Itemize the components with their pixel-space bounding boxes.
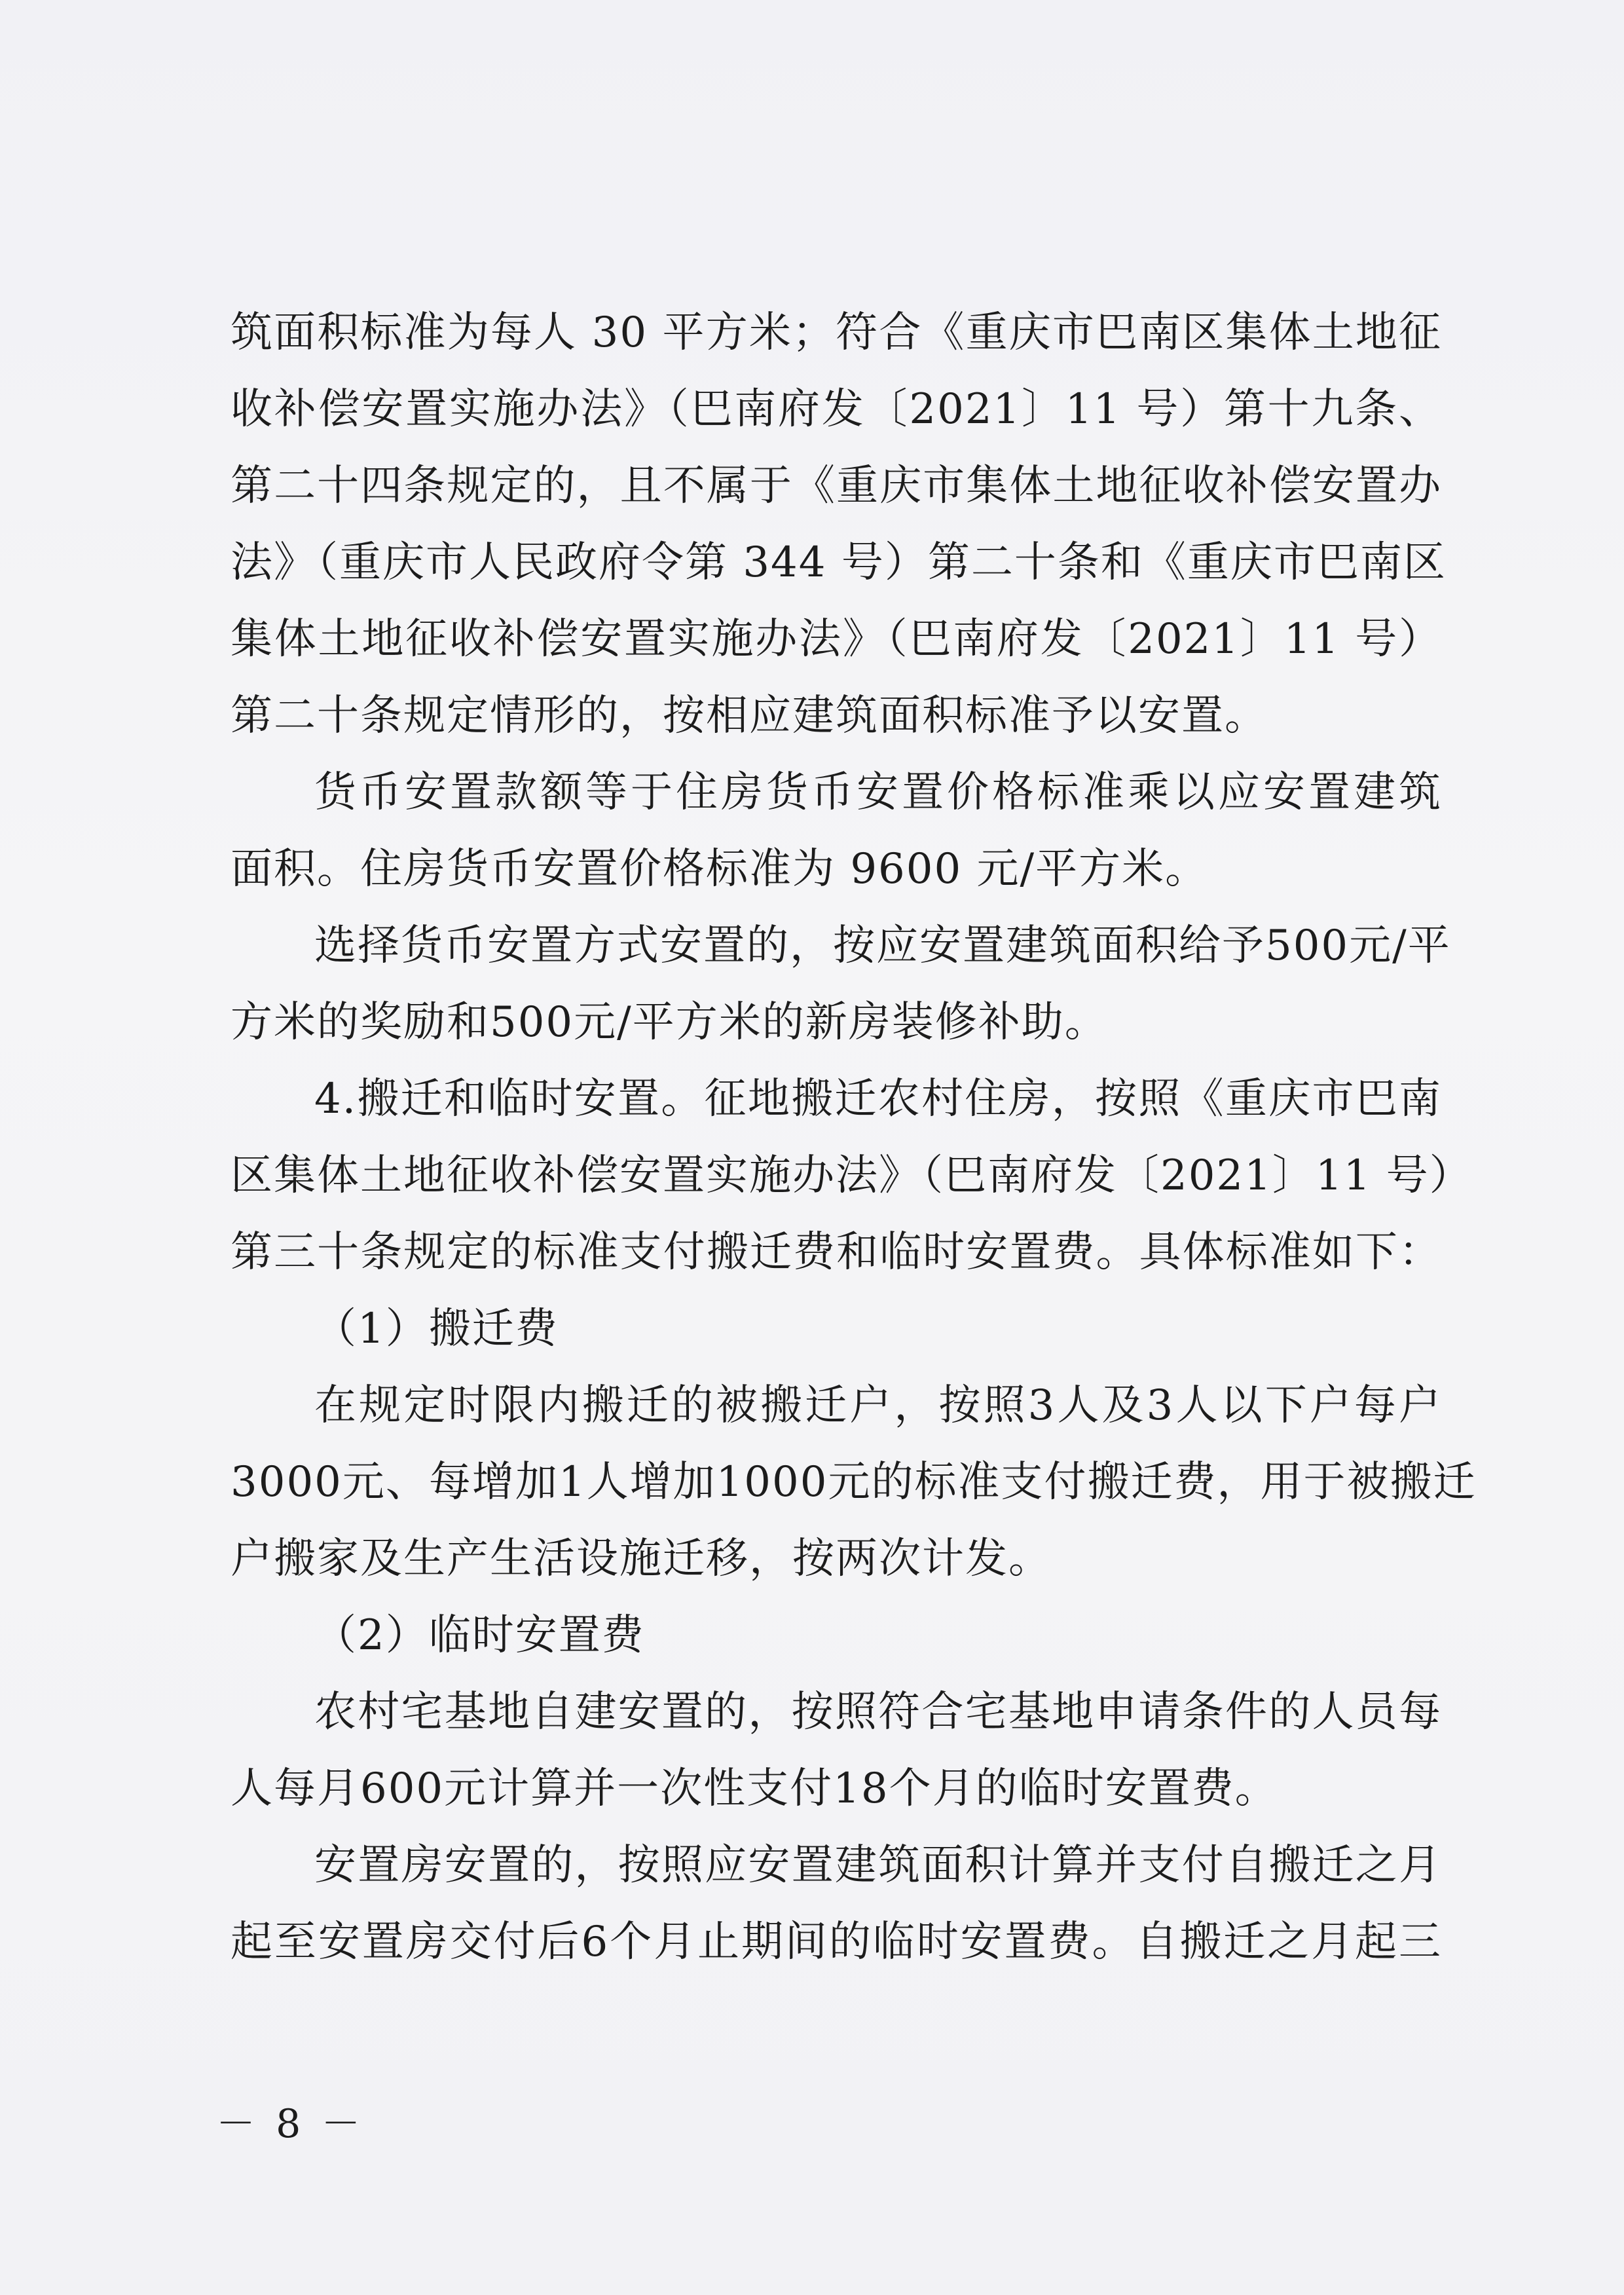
section-heading-line: 4.搬迁和临时安置。征地搬迁农村住房，按照《重庆市巴南 [314,1075,1442,1123]
text-line: 面积。住房货币安置价格标准为 9600 元/平方米。 [231,845,1209,893]
text-line: 第二十条规定情形的，按相应建筑面积标准予以安置。 [231,692,1268,740]
text-line: 3000元、每增加1人增加1000元的标准支付搬迁费，用于被搬迁 [231,1458,1477,1506]
subheading-temporary-resettlement-fee: （2）临时安置费 [314,1611,645,1660]
paragraph-first-line: 货币安置款额等于住房货币安置价格标准乘以应安置建筑 [314,768,1442,817]
text-line: 第二十四条规定的，且不属于《重庆市集体土地征收补偿安置办 [231,462,1442,510]
text-line: 起至安置房交付后6个月止期间的临时安置费。自搬迁之月起三 [231,1918,1442,1966]
subheading-relocation-fee: （1）搬迁费 [314,1305,559,1353]
text-line: 第三十条规定的标准支付搬迁费和临时安置费。具体标准如下： [231,1228,1442,1277]
document-body [231,295,1477,1981]
text-line: 户搬家及生产生活设施迁移，按两次计发。 [231,1535,1052,1583]
paragraph-first-line: 农村宅基地自建安置的，按照符合宅基地申请条件的人员每 [314,1688,1442,1736]
text-line: 集体土地征收补偿安置实施办法》（巴南府发〔2021〕11 号） [231,615,1442,663]
text-line: 筑面积标准为每人 30 平方米；符合《重庆市巴南区集体土地征 [231,308,1442,357]
text-line: 方米的奖励和500元/平方米的新房装修补助。 [231,998,1108,1047]
text-line: 法》（重庆市人民政府令第 344 号）第二十条和《重庆市巴南区 [231,538,1447,587]
paragraph-first-line: 安置房安置的，按照应安置建筑面积计算并支付自搬迁之月 [314,1841,1442,1890]
text-line: 区集体土地征收补偿安置实施办法》（巴南府发〔2021〕11 号） [231,1151,1473,1200]
text-line: 收补偿安置实施办法》（巴南府发〔2021〕11 号）第十九条、 [231,385,1442,434]
paragraph-first-line: 在规定时限内搬迁的被搬迁户，按照3人及3人以下户每户 [314,1381,1442,1430]
text-line: 人每月600元计算并一次性支付18个月的临时安置费。 [231,1764,1278,1813]
page-number: － 8 － [216,2101,365,2147]
paragraph-first-line: 选择货币安置方式安置的，按应安置建筑面积给予500元/平 [314,922,1451,970]
